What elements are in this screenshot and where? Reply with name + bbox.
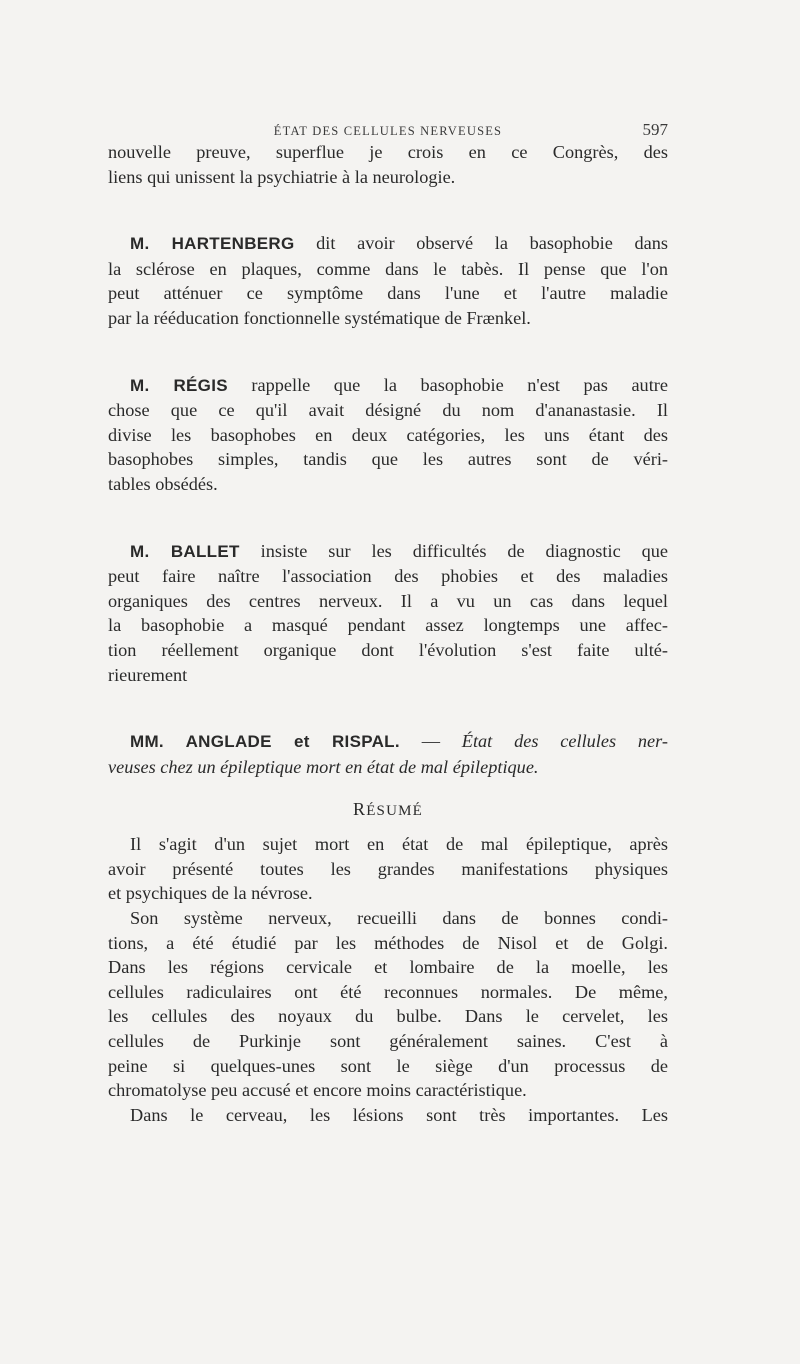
text-line: et psychiques de la névrose. xyxy=(108,883,313,904)
text-line: rieurement xyxy=(108,664,188,685)
text-line: chromatolyse peu accusé et encore moins caractéristique. xyxy=(108,1080,527,1101)
paragraph-anglade-rispal xyxy=(108,729,668,779)
text-line: Dans les régions cervicale et lombaire de la moelle, les xyxy=(108,957,668,978)
resume-heading: RÉSUMÉ xyxy=(352,799,424,820)
text-line: tion réellement organique dont l'évolution s'est faite ulté- xyxy=(108,639,668,660)
text-line: chose que ce qu'il avait désigné du nom d'ananastasie. Il xyxy=(108,400,668,421)
text-line: cellules radiculaires ont été reconnues normales. De même, xyxy=(108,981,668,1002)
text-line: Son système nerveux, recueilli dans de bonnes condi- xyxy=(130,908,668,929)
text-line: M. RÉGIS rappelle que la basophobie n'est pas autre xyxy=(130,374,668,395)
text-line: nouvelle preuve, superflue je crois en ce Congrès, des xyxy=(108,142,668,162)
running-head-title: ÉTAT DES CELLULES NERVEUSES xyxy=(273,124,503,138)
paragraph-ballet xyxy=(108,539,668,688)
page-number: 597 xyxy=(642,120,668,139)
speaker-name: M. BALLET xyxy=(130,541,240,561)
text-line: la sclérose en plaques, comme dans le tabès. Il pense que l'on xyxy=(108,258,668,279)
text-line: liens qui unissent la psychiatrie à la neurologie. xyxy=(108,166,456,187)
text-line: les cellules des noyaux du bulbe. Dans le cervelet, les xyxy=(108,1006,668,1027)
paragraph-regis xyxy=(108,373,668,497)
resume-paragraph xyxy=(108,832,668,906)
text-line: M. BALLET insiste sur les difficultés de diagnostic que xyxy=(130,540,668,561)
text-line: cellules de Purkinje sont généralement saines. C'est à xyxy=(108,1031,668,1052)
resume-paragraph xyxy=(108,906,668,1103)
text-line: par la rééducation fonctionnelle systématique de Frænkel. xyxy=(108,307,531,328)
text-line: tions, a été étudié par les méthodes de Nisol et de Golgi. xyxy=(108,932,668,953)
text-line: tables obsédés. xyxy=(108,473,218,494)
paragraph-continuation xyxy=(108,140,668,189)
text-line: Dans le cerveau, les lésions sont très importantes. Les xyxy=(130,1104,668,1125)
speaker-name: M. HARTENBERG xyxy=(130,234,295,254)
text-line: peine si quelques-unes sont le siège d'un processus de xyxy=(108,1055,668,1076)
text-line: M. HARTENBERG dit avoir observé la basophobie dans xyxy=(130,233,668,254)
resume-paragraph xyxy=(108,1103,668,1128)
text-line: avoir présenté toutes les grandes manifestations physiques xyxy=(108,858,668,879)
paragraph-hartenberg xyxy=(108,231,668,330)
text-line: divise les basophobes en deux catégories, les uns étant des xyxy=(108,424,668,445)
text-line: MM. ANGLADE et RISPAL. — État des cellules ner- xyxy=(130,731,668,752)
running-head xyxy=(108,112,668,140)
text-line: peut atténuer ce symptôme dans l'une et l'autre maladie xyxy=(108,283,668,304)
communication-title: veuses chez un épileptique mort en état de mal épileptique. xyxy=(108,756,539,777)
text-line: organiques des centres nerveux. Il a vu un cas dans lequel xyxy=(108,590,668,611)
speaker-name: MM. ANGLADE et RISPAL. xyxy=(130,732,400,752)
text-line: la basophobie a masqué pendant assez longtemps une affec- xyxy=(108,615,668,636)
text-line: basophobes simples, tandis que les autres sont de véri- xyxy=(108,449,668,470)
text-line: peut faire naître l'association des phobies et des maladies xyxy=(108,566,668,587)
text-line: Il s'agit d'un sujet mort en état de mal épileptique, après xyxy=(130,834,668,855)
book-page xyxy=(108,112,668,1127)
speaker-name: M. RÉGIS xyxy=(130,375,228,395)
communication-title: État des cellules ner- xyxy=(461,731,668,752)
